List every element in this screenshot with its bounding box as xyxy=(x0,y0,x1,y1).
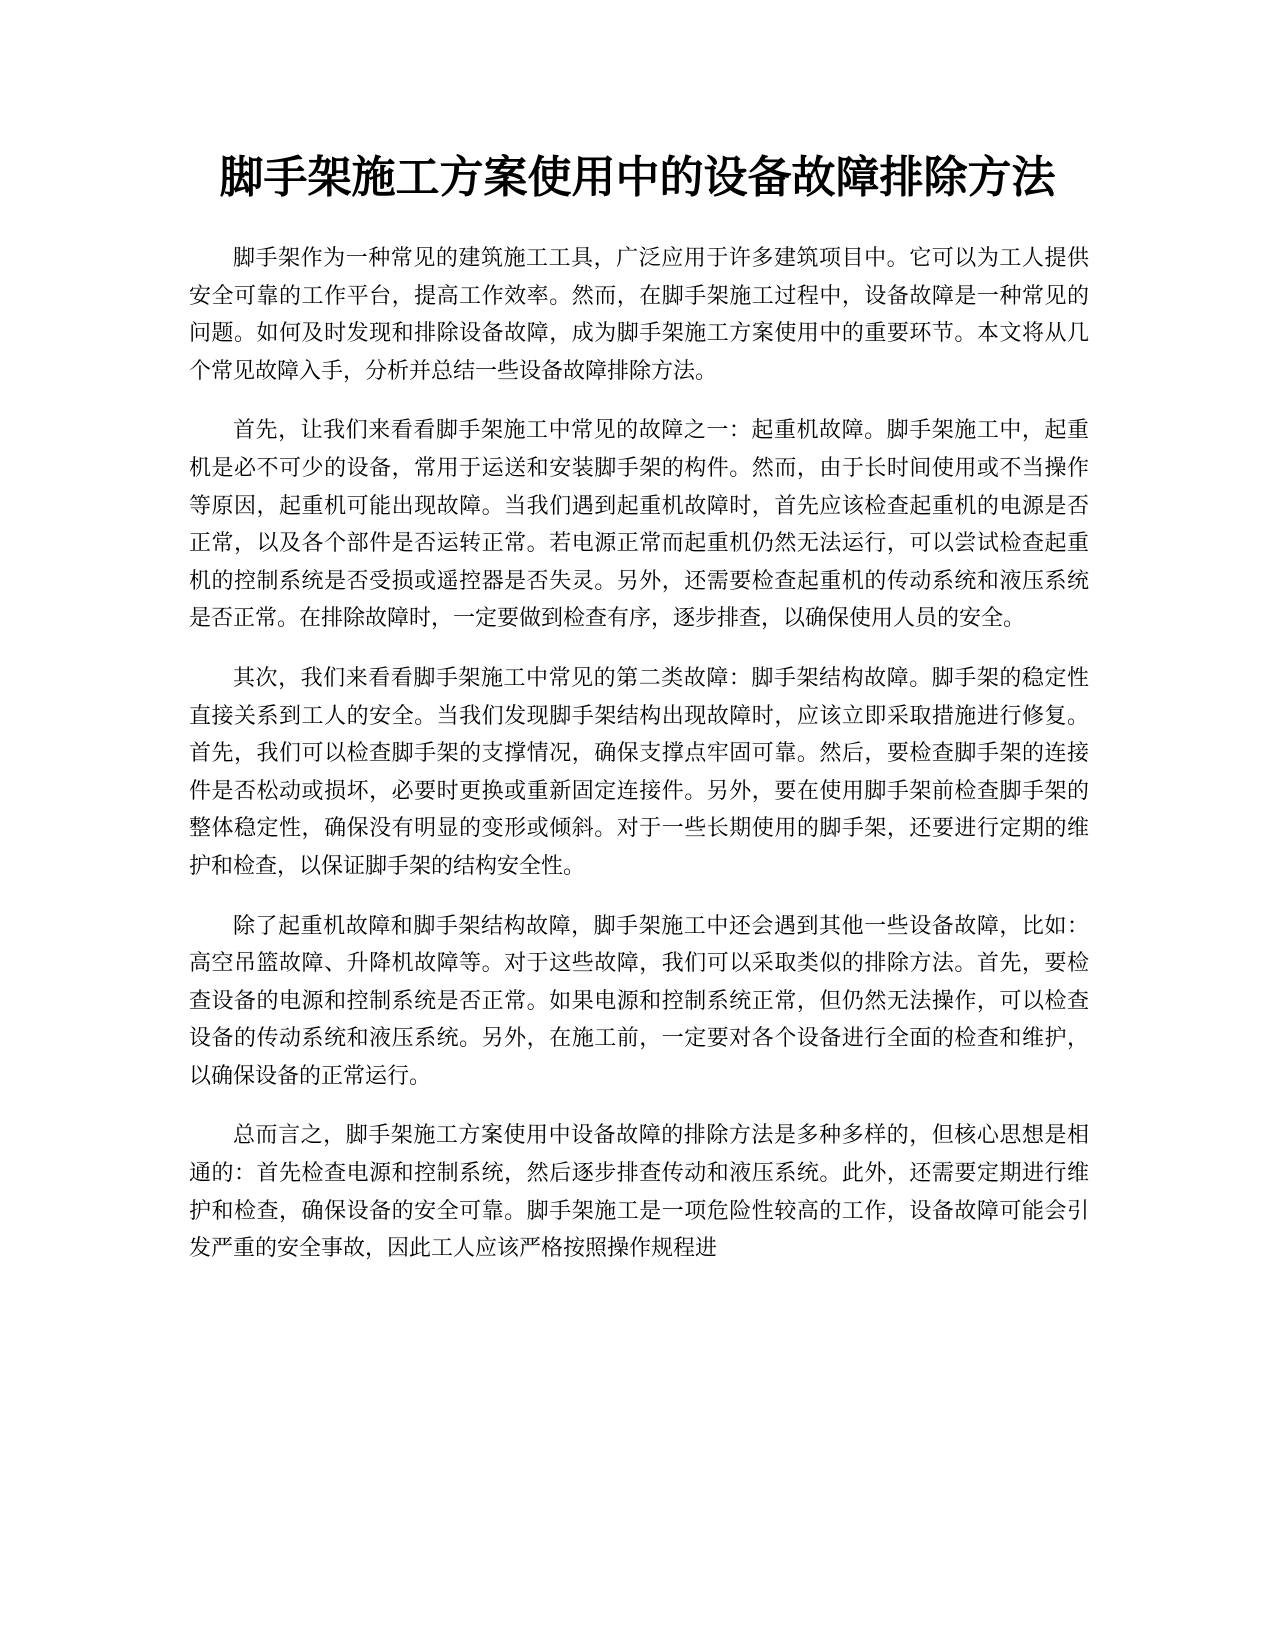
paragraph-other-faults: 除了起重机故障和脚手架结构故障，脚手架施工中还会遇到其他一些设备故障，比如：高空吊篮故障、升降机故障等。对于这些故障，我们可以采取类似的排除方法。首先，要检查设备的电源和控制系统是否正常。如果电源和控制系统正常，但仍然无法操作，可以检查设备的传动系统和液压系统。另外，在施工前，一定要对各个设备进行全面的检查和维护，以确保设备的正常运行。 xyxy=(189,913,1089,1089)
document-title: 脚手架施工方案使用中的设备故障排除方法 xyxy=(219,152,1056,203)
paragraph-structure-fault: 其次，我们来看看脚手架施工中常见的第二类故障：脚手架结构故障。脚手架的稳定性直接关系到工人的安全。当我们发现脚手架结构出现故障时，应该立即采取措施进行修复。首先，我们可以检查脚手架的支撑情况，确保支撑点牢固可靠。然后，要检查脚手架的连接件是否松动或损坏，必要时更换或重新固定连接件。另外，要在使用脚手架前检查脚手架的整体稳定性，确保没有明显的变形或倾斜。对于一些长期使用的脚手架，还要进行定期的维护和检查，以保证脚手架的结构安全性。 xyxy=(189,665,1089,879)
paragraph-summary: 总而言之，脚手架施工方案使用中设备故障的排除方法是多种多样的，但核心思想是相通的：首先检查电源和控制系统，然后逐步排查传动和液压系统。此外，还需要定期进行维护和检查，确保设备的安全可靠。脚手架施工是一项危险性较高的工作，设备故障可能会引发严重的安全事故，因此工人应该严格按照操作规程进 xyxy=(189,1123,1089,1262)
paragraph-crane-fault: 首先，让我们来看看脚手架施工中常见的故障之一：起重机故障。脚手架施工中，起重机是必不可少的设备，常用于运送和安装脚手架的构件。然而，由于长时间使用或不当操作等原因，起重机可能出现故障。当我们遇到起重机故障时，首先应该检查起重机的电源是否正常，以及各个部件是否运转正常。若电源正常而起重机仍然无法运行，可以尝试检查起重机的控制系统是否受损或遥控器是否失灵。另外，还需要检查起重机的传动系统和液压系统是否正常。在排除故障时，一定要做到检查有序，逐步排查，以确保使用人员的安全。 xyxy=(189,418,1089,632)
document-body xyxy=(189,240,1089,1290)
paragraph-intro: 脚手架作为一种常见的建筑施工工具，广泛应用于许多建筑项目中。它可以为工人提供安全可靠的工作平台，提高工作效率。然而，在脚手架施工过程中，设备故障是一种常见的问题。如何及时发现和排除设备故障，成为脚手架施工方案使用中的重要环节。本文将从几个常见故障入手，分析并总结一些设备故障排除方法。 xyxy=(189,246,1089,384)
